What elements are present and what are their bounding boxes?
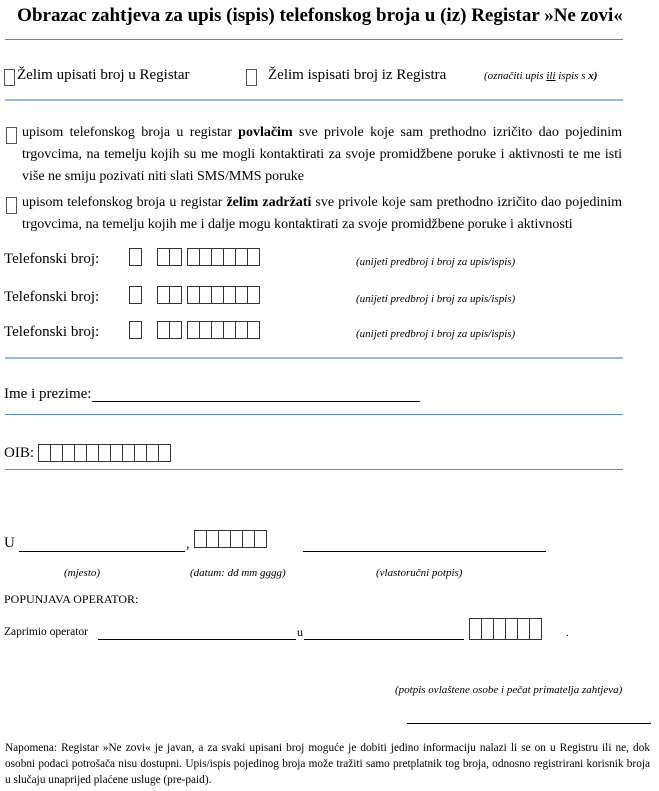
digit-box[interactable] <box>129 321 142 339</box>
digit-box[interactable] <box>247 321 260 339</box>
date-caption: (datum: dd mm gggg) <box>190 567 286 579</box>
comma: , <box>186 537 190 552</box>
operator-place-input[interactable] <box>304 638 464 640</box>
hint-pre: (označiti upis <box>484 70 547 82</box>
place-input[interactable] <box>19 550 185 552</box>
upis-checkbox[interactable] <box>4 69 15 86</box>
text: upisom telefonskog broja u registar <box>22 195 227 210</box>
divider <box>5 469 623 470</box>
phone-input-1[interactable] <box>129 248 259 266</box>
text-bold: povlačim <box>238 125 293 140</box>
text: upisom telefonskog broja u registar <box>22 125 239 140</box>
ispis-checkbox[interactable] <box>246 69 257 86</box>
hint-post: ispis s <box>555 70 589 82</box>
option-zadrzati-checkbox[interactable] <box>6 197 17 214</box>
date-input[interactable] <box>194 530 266 548</box>
phone-input-2[interactable] <box>129 286 259 304</box>
digit-box[interactable] <box>169 248 182 266</box>
digit-box[interactable] <box>129 286 142 304</box>
text: sve privole koje sam prethodno izričito dao pojedinim trgovcima, na temelju kojih me i dalje mogu kontaktirati za svoje promidžbene poruke i aktivnosti <box>22 195 623 232</box>
stamp-signature-input[interactable] <box>407 722 651 724</box>
upis-label: Želim upisati broj u Registar <box>17 67 190 83</box>
divider <box>5 414 623 415</box>
operator-input[interactable] <box>98 638 296 640</box>
hint-ili: ili <box>546 70 556 82</box>
phone-hint: (unijeti predbroj i broj za upis/ispis) <box>356 293 516 305</box>
u-label: u <box>297 625 303 639</box>
ispis-label: Želim ispisati broj iz Registra <box>268 67 447 83</box>
phone-label: Telefonski broj: <box>4 324 100 340</box>
name-input[interactable] <box>92 400 420 402</box>
operator-date-input[interactable] <box>469 618 541 640</box>
hint-x: x) <box>588 70 598 82</box>
option-povlacim-checkbox[interactable] <box>6 127 17 144</box>
phone-label: Telefonski broj: <box>4 251 100 267</box>
digit-box[interactable] <box>254 530 267 548</box>
text: sve privole koje sam prethodno izričito dao pojedinim trgovcima, na temelju kojih su me mogli kontaktirati za svoje promidžbene poruke i aktivnosti te me isti više ne smiju pozivati niti slati SMS/MMS poruke <box>22 125 622 184</box>
operator-heading: POPUNJAVA OPERATOR: <box>4 592 139 606</box>
digit-box[interactable] <box>247 286 260 304</box>
oib-label: OIB: <box>4 445 34 461</box>
option-povlacim-text <box>22 122 622 188</box>
digit-box[interactable] <box>169 286 182 304</box>
received-label: Zaprimio operator <box>4 626 88 638</box>
digit-box[interactable] <box>158 444 171 462</box>
place-caption: (mjesto) <box>64 567 101 579</box>
divider <box>5 39 623 40</box>
phone-input-3[interactable] <box>129 321 259 339</box>
text-bold: želim zadržati <box>226 195 312 210</box>
divider <box>5 357 623 359</box>
divider <box>5 99 623 101</box>
signature-caption: (vlastoručni potpis) <box>376 567 463 579</box>
name-label: Ime i prezime: <box>4 386 92 402</box>
phone-hint: (unijeti predbroj i broj za upis/ispis) <box>356 328 516 340</box>
digit-box[interactable] <box>529 618 542 640</box>
phone-label: Telefonski broj: <box>4 289 100 305</box>
digit-box[interactable] <box>129 248 142 266</box>
dot: . <box>566 627 569 639</box>
phone-hint: (unijeti predbroj i broj za upis/ispis) <box>356 256 516 268</box>
page-title: Obrazac zahtjeva za upis (ispis) telefonskog broja u (iz) Registar »Ne zovi« <box>17 5 623 26</box>
stamp-caption: (potpis ovlaštene osobe i pečat primatelja zahtjeva) <box>395 684 623 696</box>
choice-hint <box>484 70 597 82</box>
signature-input[interactable] <box>303 550 546 552</box>
digit-box[interactable] <box>247 248 260 266</box>
place-prefix: U <box>4 535 15 551</box>
digit-box[interactable] <box>169 321 182 339</box>
oib-input[interactable] <box>38 444 170 462</box>
option-zadrzati-text <box>22 192 622 236</box>
note: Napomena: Registar »Ne zovi« je javan, a za svaki upisani broj moguće je dobiti jedino informaciju nalazi li se on u Registru ili ne, dok osobni podaci potrošača nisu dostupni. Upis/ispis pojedinog broja može tražiti samo pretplatnik tog broja, odnosno registrirani korisnik broja u slučaju unaprijed plaćene usluge (pre-paid). <box>5 742 650 786</box>
